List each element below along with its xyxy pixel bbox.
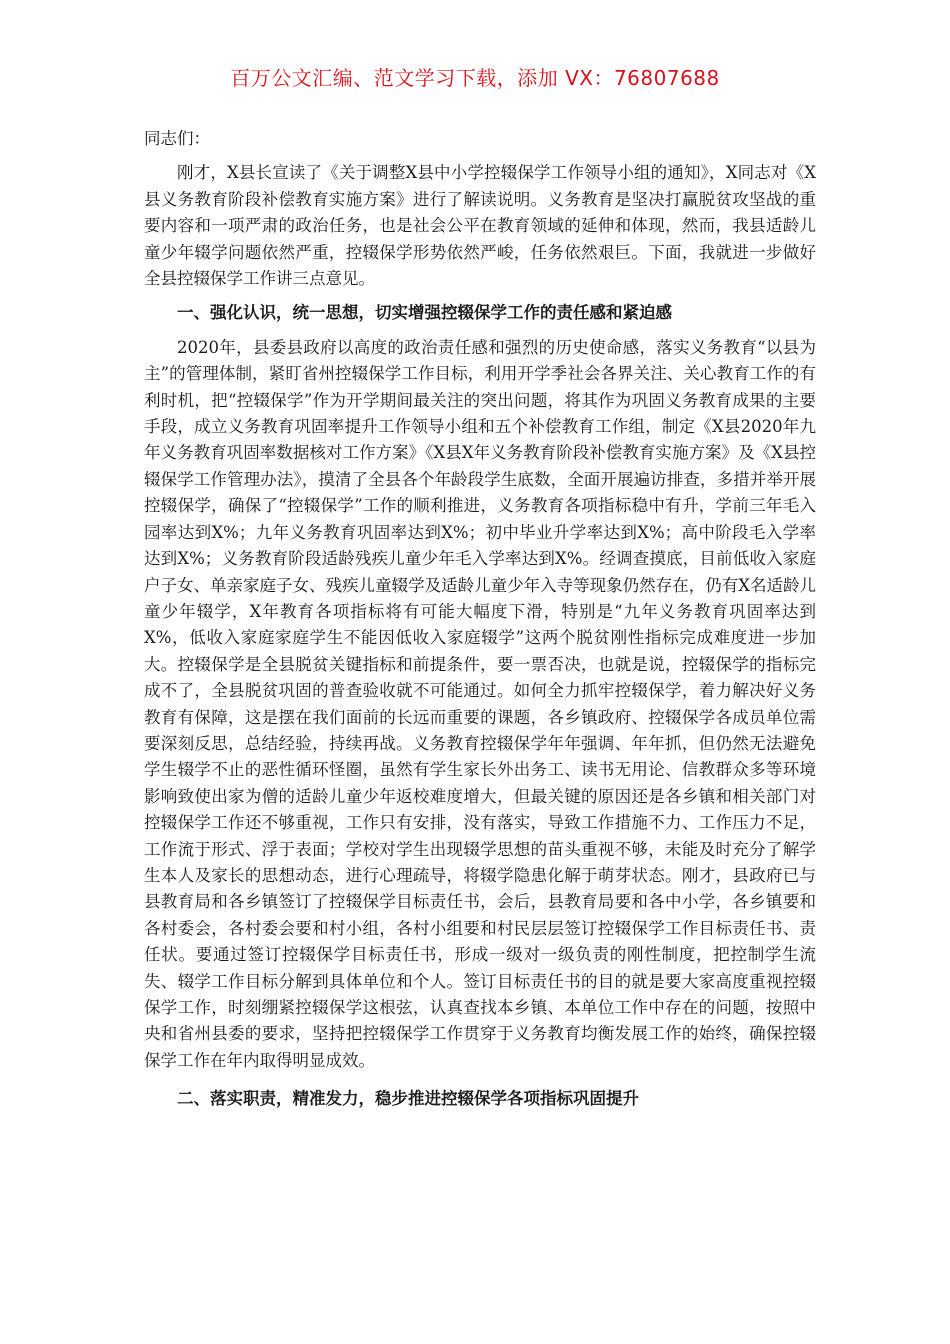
section-1-paragraph: 2020年，县委县政府以高度的政治责任感和强烈的历史使命感，落实义务教育“以县为主”的管理体制，紧盯省州控辍保学工作目标，利用开学季社会各界关注、关心教育工作的有利时机，把“控辍保学”作为开学期间最关注的突出问题，将其作为巩固义务教育成果的主要手段，成立义务教育巩固率提升工作领导小组和五个补偿教育工作组，制定《X县2020年九年义务教育巩固率数据核对工作方案》《X县X年义务教育阶段补偿教育实施方案》及《X县控辍保学工作管理办法》，摸清了全县各个年龄段学生底数，全面开展遍访排查，多措并举开展控辍保学，确保了“控辍保学”工作的顺利推进，义务教育各项指标稳中有升，学前三年毛入园率达到X%；九年义务教育巩固率达到X%；初中毕业升学率达到X%；高中阶段毛入学率达到X%；义务教育阶段适龄残疾儿童少年毛入学率达到X%。经调查摸底，目前低收入家庭户子女、单亲家庭子女、残疾儿童辍学及适龄儿童少年入寺等现象仍然存在，仍有X名适龄儿童少年辍学，X年教育各项指标将有可能大幅度下滑，特别是“九年义务教育巩固率达到X%，低收入家庭家庭学生不能因低收入家庭辍学”这两个脱贫刚性指标完成难度进一步加大。控辍保学是全县脱贫关键指标和前提条件，要一票否决，也就是说，控辍保学的指标完成不了，全县脱贫巩固的普查验收就不可能通过。如何全力抓牢控辍保学，着力解决好义务教育有保障，这是摆在我们面前的长远而重要的课题，各乡镇政府、控辍保学各成员单位需要深刻反思，总结经验，持续再战。义务教育控辍保学年年强调、年年抓，但仍然无法避免学生辍学不止的恶性循环怪圈，虽然有学生家长外出务工、读书无用论、信教群众多等环境影响致使出家为僧的适龄儿童少年返校难度增大，但最关键的原因还是各乡镇和相关部门对控辍保学工作还不够重视，工作只有安排，没有落实，导致工作措施不力、工作压力不足，工作流于形式、浮于表面；学校对学生出现辍学思想的苗头重视不够，未能及时充分了解学生本人及家长的思想动态，进行心理疏导，将辍学隐患化解于萌芽状态。刚才，县政府已与县教育局和各乡镇签订了控辍保学目标责任书，会后，县教育局要和各中小学，各乡镇要和各村委会，各村委会要和村小组，各村小组要和村民层层签订控辍保学工作目标责任书、责任状。要通过签订控辍保学目标责任书，形成一级对一级负责的刚性制度，把控制学生流失、辍学工作目标分解到具体单位和个人。签订目标责任书的目的就是要大家高度重视控辍保学工作，时刻绷紧控辍保学这根弦，认真查找本乡镇、本单位工作中存在的问题，按照中央和省州县委的要求，坚持把控辍保学工作贯穿于义务教育均衡发展工作的始终，确保控辍保学工作在年内取得明显成效。 (144, 337, 816, 1070)
section-heading-1: 一、强化认识，统一思想，切实增强控辍保学工作的责任感和紧迫感 (177, 303, 672, 323)
promo-banner: 百万公文汇编、范文学习下载，添加 VX：76807688 (230, 66, 720, 90)
intro-paragraph: 刚才，X县长宣读了《关于调整X县中小学控辍保学工作领导小组的通知》，X同志对《X县义务教育阶段补偿教育实施方案》进行了解读说明。义务教育是坚决打赢脱贫攻坚战的重要内容和一项严肃的政治任务，也是社会公平在教育领域的延伸和体现，然而，我县适龄儿童少年辍学问题依然严重，控辍保学形势依然严峻，任务依然艰巨。下面，我就进一步做好全县控辍保学工作讲三点意见。 (144, 163, 816, 289)
section-heading-2: 二、落实职责，精准发力，稳步推进控辍保学各项指标巩固提升 (177, 1089, 639, 1109)
salutation: 同志们： (144, 129, 210, 148)
document-body (144, 126, 816, 1121)
